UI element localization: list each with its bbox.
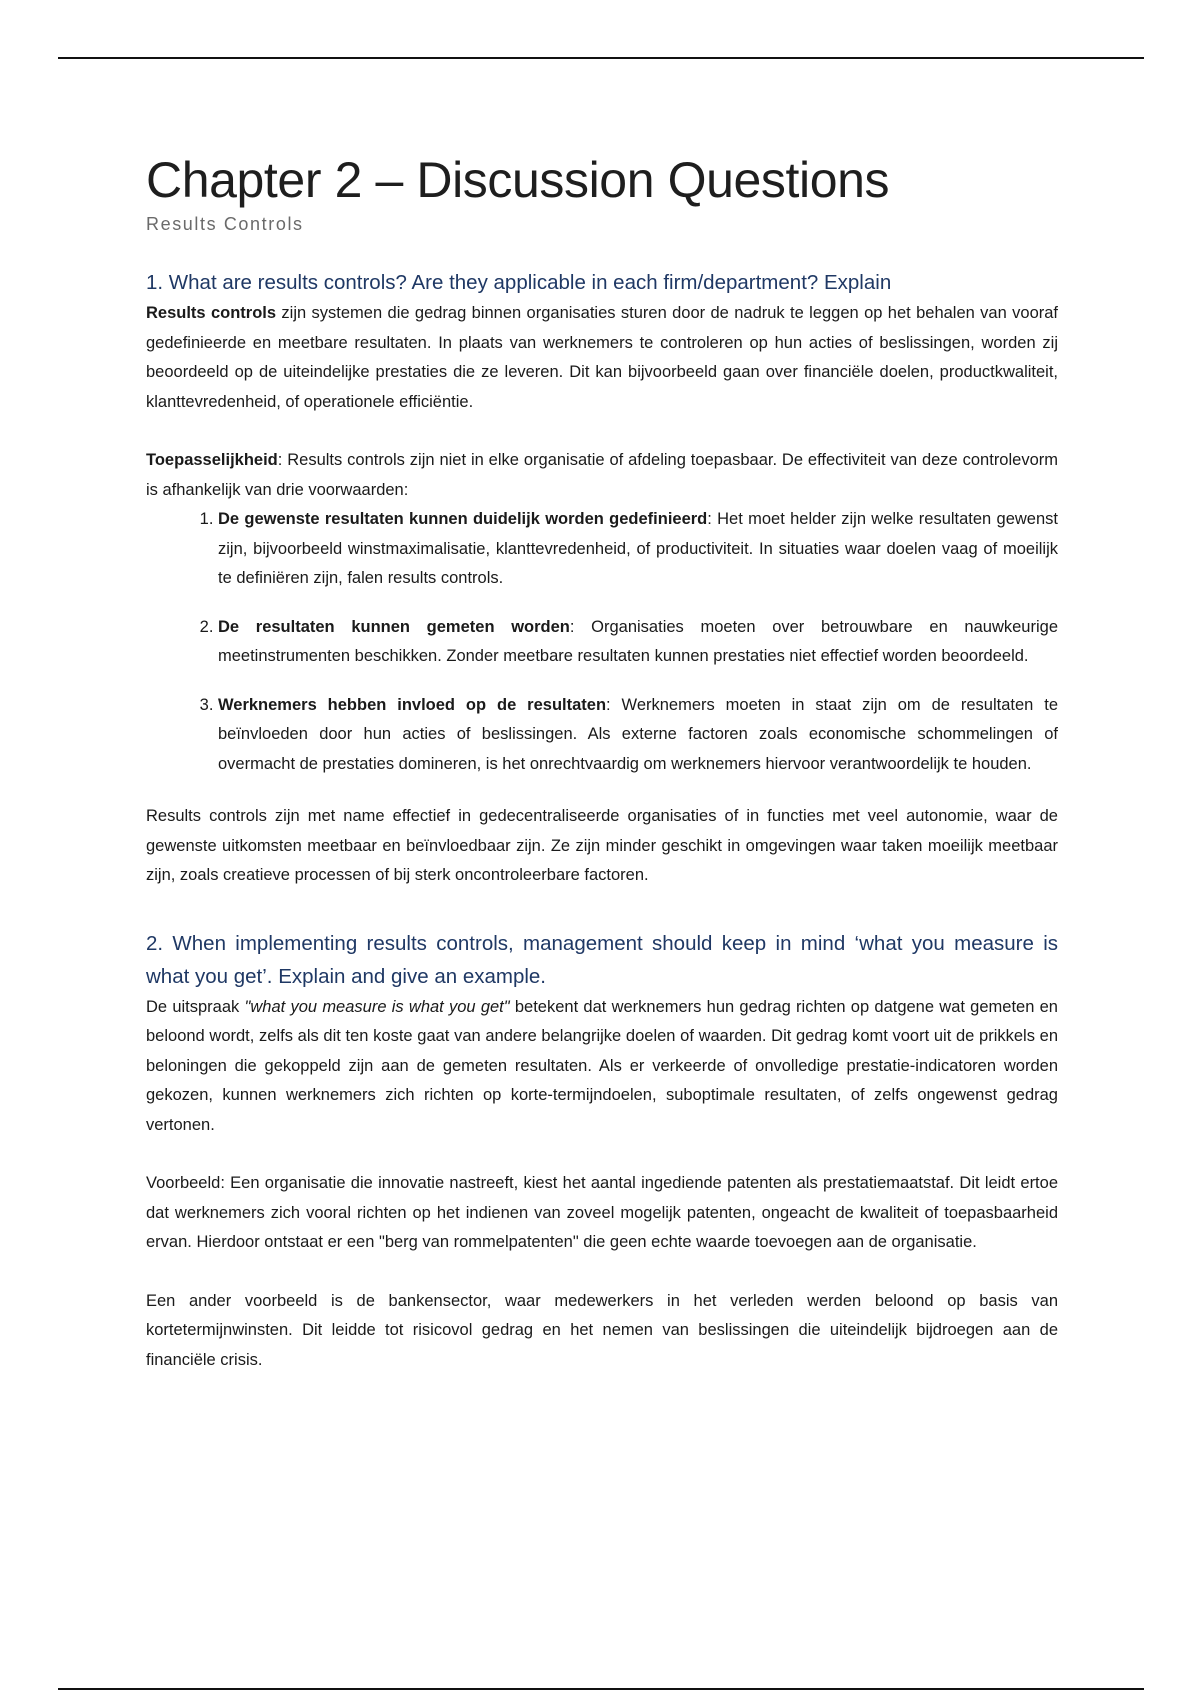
list-item <box>218 691 1058 780</box>
bottom-rule <box>58 1688 1144 1690</box>
condition-1-text: : Het moet helder zijn welke resultaten gewenst zijn, bijvoorbeeld winstmaximalisatie, klanttevredenheid, of productiviteit. In situaties waar doelen vaag of moeilijk te definiëren zijn, falen results controls. <box>218 510 1058 587</box>
q1-applicability-text: : Results controls zijn niet in elke organisatie of afdeling toepasbaar. De effectiviteit van deze controlevorm is afhankelijk van drie voorwaarden: <box>146 451 1058 499</box>
q1-closing-paragraph: Results controls zijn met name effectief in gedecentraliseerde organisaties of in functies met veel autonomie, waar de gewenste uitkomsten meetbaar en beïnvloedbaar zijn. Ze zijn minder geschikt in omgevingen waar taken moeilijk meetbaar zijn, zoals creatieve processen of bij sterk oncontroleerbare factoren. <box>146 807 1058 884</box>
condition-3-title: Werknemers hebben invloed op de resultaten <box>218 695 607 714</box>
conditions-list <box>146 505 1058 779</box>
question-2-heading: 2. When implementing results controls, management should keep in mind ‘what you measure is what you get’. Explain and give an example. <box>146 931 1058 988</box>
question-1-heading: 1. What are results controls? Are they applicable in each firm/department? Explain <box>146 271 892 294</box>
q1-applicability-term: Toepasselijkheid <box>146 451 278 469</box>
q2-p1-quote: "what you measure is what you get" <box>244 997 510 1016</box>
q1-intro-text: zijn systemen die gedrag binnen organisaties sturen door de nadruk te leggen op het behalen van vooraf gedefinieerde en meetbare resultaten. In plaats van werknemers te controleren op hun acties of beslissingen, worden zij beoordeeld op de uiteindelijke prestaties die ze leveren. Dit kan bijvoorbeeld gaan over financiële doelen, productkwaliteit, klanttevredenheid, of operationele efficiëntie. <box>146 304 1058 411</box>
document-page <box>146 148 1058 1375</box>
q2-paragraph-2: Voorbeeld: Een organisatie die innovatie nastreeft, kiest het aantal ingediende patenten als prestatiemaatstaf. Dit leidt ertoe dat werknemers zich vooral richten op het indienen van zoveel mogelijk patenten, ongeacht de kwaliteit of toepasbaarheid ervan. Hierdoor ontstaat er een "berg van rommelpatenten" die geen echte waarde toevoegen aan de organisatie. <box>146 1174 1058 1251</box>
q2-paragraph-3: Een ander voorbeeld is de bankensector, waar medewerkers in het verleden werden beloond op basis van kortetermijnwinsten. Dit leidde tot risicovol gedrag en het nemen van beslissingen die uiteindelijk bijdroegen aan de financiële crisis. <box>146 1291 1058 1369</box>
q1-applicability-paragraph <box>146 446 1058 505</box>
q1-intro-paragraph <box>146 299 1058 417</box>
page-title: Chapter 2 – Discussion Questions <box>146 152 890 208</box>
top-rule <box>58 57 1144 59</box>
list-item <box>218 505 1058 594</box>
condition-2-text: : Organisaties moeten over betrouwbare en nauwkeurige meetinstrumenten beschikken. Zonder meetbare resultaten kunnen prestaties niet effectief worden beoordeeld. <box>218 617 1058 665</box>
page-subtitle: Results Controls <box>146 214 304 234</box>
q2-paragraph-1 <box>146 993 1058 1141</box>
condition-1-title: De gewenste resultaten kunnen duidelijk worden gedefinieerd <box>218 510 708 528</box>
q2-p1-pre: De uitspraak <box>146 997 245 1016</box>
q1-intro-term: Results controls <box>146 304 277 322</box>
q2-p1-post: betekent dat werknemers hun gedrag richten op datgene wat gemeten en beloond wordt, zelfs als dit ten koste gaat van andere belangrijke doelen of waarden. Dit gedrag komt voort uit de prikkels en beloningen die gekoppeld zijn aan de gemeten resultaten. Als er verkeerde of onvolledige prestatie-indicatoren worden gekozen, kunnen werknemers zich richten op korte-termijndoelen, suboptimale resultaten, of zelfs ongewenst gedrag vertonen. <box>146 997 1058 1134</box>
condition-3-text: : Werknemers moeten in staat zijn om de resultaten te beïnvloeden door hun acties of beslissingen. Als externe factoren zoals economische schommelingen of overmacht de prestaties domineren, is het onrechtvaardig om werknemers hiervoor verantwoordelijk te houden. <box>218 695 1059 773</box>
condition-2-title: De resultaten kunnen gemeten worden <box>218 617 570 636</box>
list-item <box>218 613 1058 672</box>
